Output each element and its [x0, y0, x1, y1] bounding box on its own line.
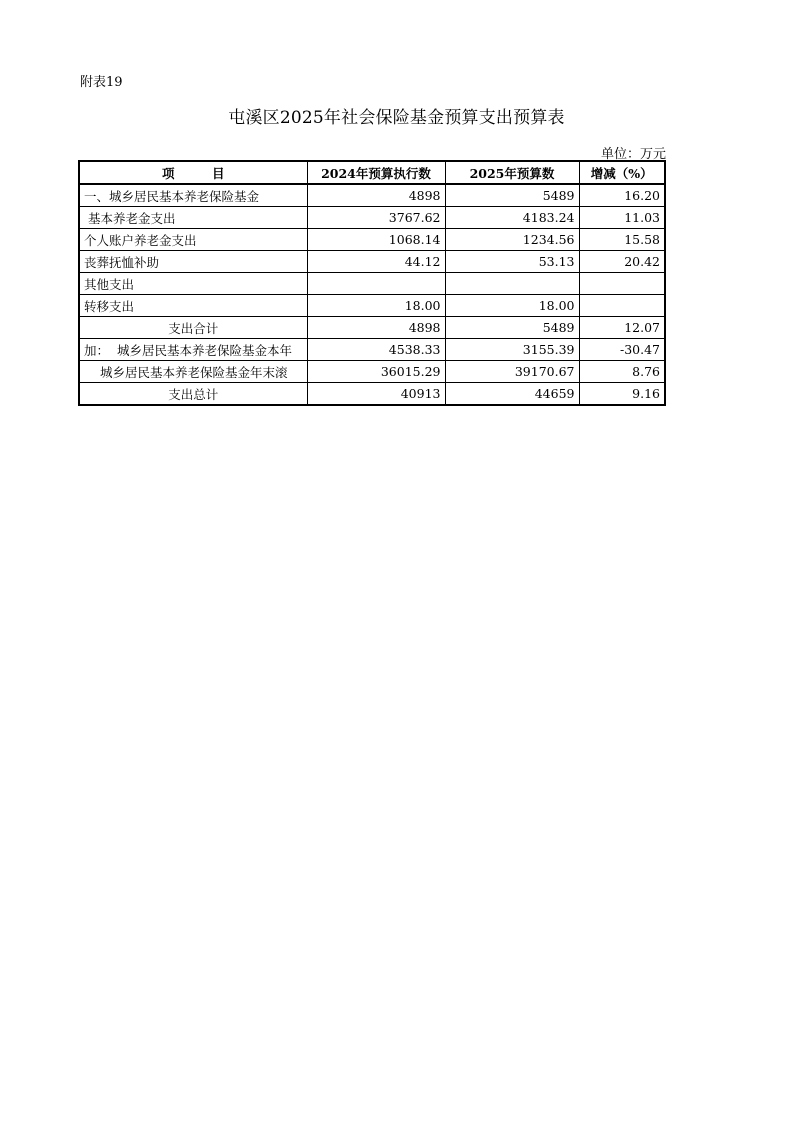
row-2024-value: 18.00 — [307, 295, 445, 317]
table-row — [79, 295, 665, 317]
row-item: 基本养老金支出 — [79, 207, 307, 229]
row-change-value: 9.16 — [579, 383, 665, 406]
row-change-value — [579, 273, 665, 295]
table-row — [79, 207, 665, 229]
unit-label: 单位：万元 — [600, 147, 666, 162]
row-item: 一、城乡居民基本养老保险基金 — [79, 184, 307, 207]
row-2024-value: 4898 — [307, 317, 445, 339]
row-2025-value: 1234.56 — [445, 229, 579, 251]
table-row — [79, 383, 665, 406]
table-row — [79, 361, 665, 383]
row-item: 丧葬抚恤补助 — [79, 251, 307, 273]
row-2025-value: 18.00 — [445, 295, 579, 317]
row-2024-value: 4538.33 — [307, 339, 445, 361]
table-row — [79, 184, 665, 207]
row-change-value: 8.76 — [579, 361, 665, 383]
row-2025-value: 53.13 — [445, 251, 579, 273]
attachment-label: 附表19 — [80, 75, 123, 90]
row-change-value: 11.03 — [579, 207, 665, 229]
row-item: 其他支出 — [79, 273, 307, 295]
row-2024-value: 36015.29 — [307, 361, 445, 383]
row-2025-value — [445, 273, 579, 295]
row-item: 转移支出 — [79, 295, 307, 317]
row-2024-value: 1068.14 — [307, 229, 445, 251]
row-2025-value: 3155.39 — [445, 339, 579, 361]
row-2025-value: 4183.24 — [445, 207, 579, 229]
row-change-value: -30.47 — [579, 339, 665, 361]
row-2024-value: 40913 — [307, 383, 445, 406]
row-item: 加： 城乡居民基本养老保险基金本年 — [79, 339, 307, 361]
row-2024-value — [307, 273, 445, 295]
table-row — [79, 251, 665, 273]
row-item: 城乡居民基本养老保险基金年末滚 — [79, 361, 307, 383]
row-item: 个人账户养老金支出 — [79, 229, 307, 251]
row-2024-value: 4898 — [307, 184, 445, 207]
row-2025-value: 5489 — [445, 184, 579, 207]
table-row — [79, 229, 665, 251]
table-row — [79, 339, 665, 361]
header-item: 项 目 — [79, 161, 307, 184]
row-change-value: 20.42 — [579, 251, 665, 273]
row-2025-value: 5489 — [445, 317, 579, 339]
page-title: 屯溪区2025年社会保险基金预算支出预算表 — [228, 108, 565, 128]
row-change-value: 16.20 — [579, 184, 665, 207]
budget-table — [78, 160, 666, 406]
table-row — [79, 317, 665, 339]
header-2024-execution: 2024年预算执行数 — [307, 161, 445, 184]
row-item: 支出总计 — [79, 383, 307, 406]
row-change-value: 15.58 — [579, 229, 665, 251]
header-2025-budget: 2025年预算数 — [445, 161, 579, 184]
row-item: 支出合计 — [79, 317, 307, 339]
row-2024-value: 44.12 — [307, 251, 445, 273]
row-change-value: 12.07 — [579, 317, 665, 339]
row-change-value — [579, 295, 665, 317]
table-row — [79, 273, 665, 295]
header-change-percent: 增减（%） — [579, 161, 665, 184]
row-2025-value: 44659 — [445, 383, 579, 406]
row-2024-value: 3767.62 — [307, 207, 445, 229]
table-header-row — [79, 161, 665, 184]
row-2025-value: 39170.67 — [445, 361, 579, 383]
